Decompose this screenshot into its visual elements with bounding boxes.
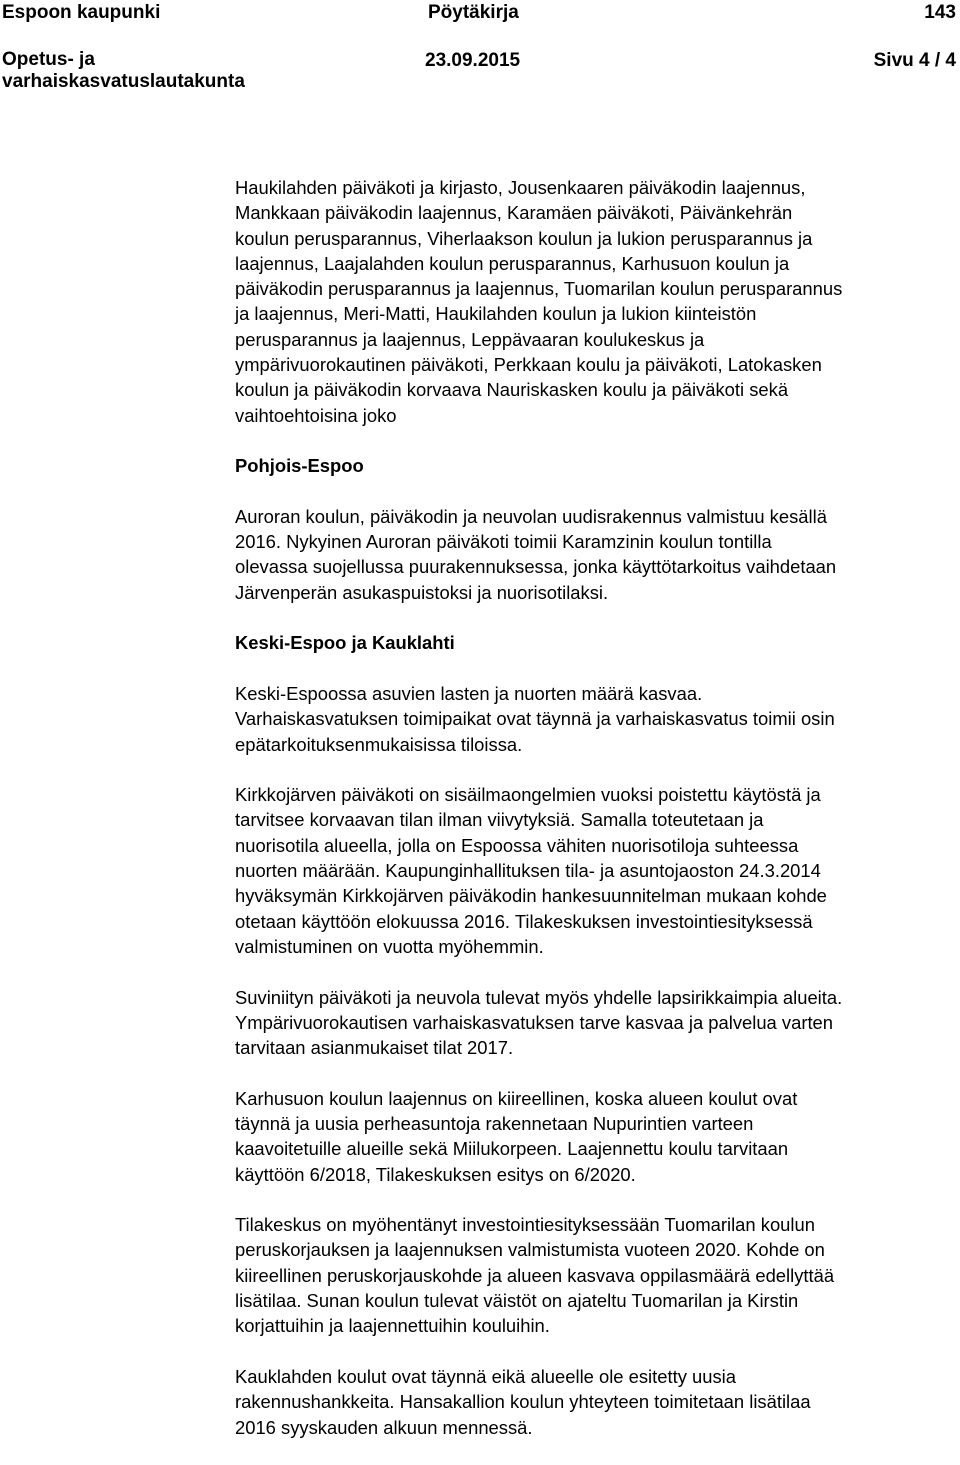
paragraph-keski-espoo-lapset: Keski-Espoossa asuvien lasten ja nuorten määrä kasvaa. Varhaiskasvatuksen toimipaikat ovat täynnä ja varhaiskasvatus toimii osin epätarkoituksenmukaisissa tiloissa. <box>235 682 835 755</box>
meeting-date: 23.09.2015 <box>425 50 521 71</box>
paragraph-project-list: Haukilahden päiväkoti ja kirjasto, Jousenkaaren päiväkodin laajennus, Mankkaan päiväkodin laajennus, Karamäen päiväkoti, Päivänkehrän koulun perusparannus, Viherlaakson koulun ja lukion perusparannus ja laajennus, Laajalahden koulun perusparannus, Karhusuon koulun ja päiväkodin perusparannus ja laajennus, Tuomarilan koulun perusparannus ja laajennus, Meri-Matti, Haukilahden koulun ja lukion kiinteistön perusparannus ja laajennus, Leppävaaran koulukeskus ja ympärivuorokautinen päiväkoti, Perkkaan koulu ja päiväkoti, Latokasken koulun ja päiväkodin korvaava Nauriskasken koulu ja päiväkoti sekä vaihtoehtoisina joko <box>235 177 843 426</box>
paragraph-kirkkojarvi: Kirkkojärven päiväkoti on sisäilmaongelmien vuoksi poistettu käytöstä ja tarvitsee korvaavan tilan ilman viivytyksiä. Samalla toteutetaan ja nuorisotila alueella, jolla on Espoossa vähiten nuorisotiloja suhteessa nuorten määrään. Kaupunginhallituksen tila- ja asuntojaoston 24.3.2014 hyväksymän Kirkkojärven päiväkodin hankesuunnitelman mukaan kohde otetaan käyttöön elokuussa 2016. Tilakeskuksen investointiesityksessä valmistuminen on vuotta myöhemmin. <box>235 784 827 957</box>
page-number: 143 <box>924 2 956 23</box>
paragraph-tuomarila: Tilakeskus on myöhentänyt investointiesityksessään Tuomarilan koulun peruskorjauksen ja laajennuksen valmistumista vuoteen 2020. Kohde on kiireellinen peruskorjauskohde ja alueen kasvava oppilasmäärä edellyttää lisätilaa. Sunan koulun tulevat väistöt on ajateltu Tuomarilan ja Kirstin korjattuihin ja laajennettuihin kouluihin. <box>235 1214 835 1337</box>
paragraph-kauklahti: Kauklahden koulut ovat täynnä eikä alueelle ole esitetty uusia rakennushankkeita. Hansakallion koulun yhteyteen toimitetaan lisätilaa 2016 syyskauden alkuun mennessä. <box>235 1365 811 1438</box>
section-heading-pohjois-espoo: Pohjois-Espoo <box>235 455 364 477</box>
committee-name: Opetus- ja varhaiskasvatuslautakunta <box>2 49 245 92</box>
paragraph-suviniitty: Suviniityn päiväkoti ja neuvola tulevat myös yhdelle lapsirikkaimpia alueita. Ympärivuorokautisen varhaiskasvatuksen tarve kasvaa ja palvelua varten tarvitaan asianmukaiset tilat 2017. <box>235 986 843 1059</box>
paragraph-auroran-koulu: Auroran koulun, päiväkodin ja neuvolan uudisrakennus valmistuu kesällä 2016. Nykyinen Auroran päiväkoti toimii Karamzinin koulun tontilla olevassa suojellussa puurakennuksessa, jonka käyttötarkoitus vaihdetaan Järvenperän asukaspuistoksi ja nuorisotilaksi. <box>235 505 837 603</box>
document-body <box>235 175 960 1465</box>
page-header <box>0 0 960 92</box>
document-type: Pöytäkirja <box>428 2 519 23</box>
paragraph-karhusuo: Karhusuon koulun laajennus on kiireellinen, koska alueen koulut ovat täynnä ja uusia perheasuntoja rakennetaan Nupurintien varteen kaavoitetuille alueille sekä Miilukorpeen. Laajennettu koulu tarvitaan käyttöön 6/2018, Tilakeskuksen esitys on 6/2020. <box>235 1087 798 1185</box>
section-heading-keski-espoo: Keski-Espoo ja Kauklahti <box>235 632 455 654</box>
organization-name: Espoon kaupunki <box>2 2 161 23</box>
page-indicator: Sivu 4 / 4 <box>873 50 956 71</box>
